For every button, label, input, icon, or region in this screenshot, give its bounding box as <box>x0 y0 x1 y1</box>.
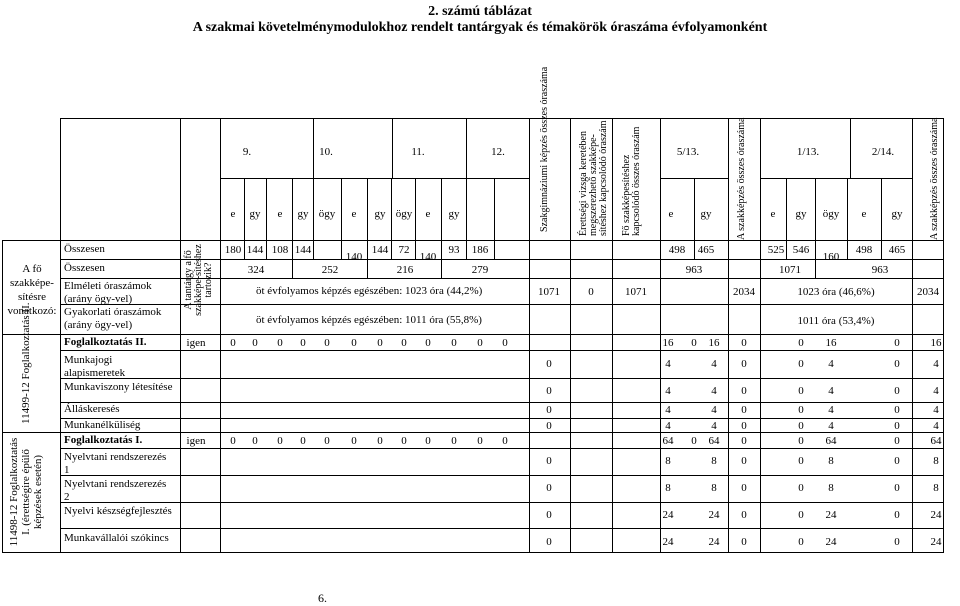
theory-five-year-text: öt évfolyamos képzés egészében: 1023 óra (44,2%) <box>256 285 483 297</box>
cell-value: 0 <box>894 337 900 349</box>
cell-value: 0 <box>351 435 357 447</box>
subcol-header: e <box>230 208 236 220</box>
summary-total-cell: 160 <box>822 251 840 263</box>
row-label: Nyelvi készségfejlesztés <box>64 505 172 517</box>
subcol-header: e <box>861 208 867 220</box>
cell-value: 0 <box>894 435 900 447</box>
subcol-header: gy <box>249 208 261 220</box>
subcol-header: gy <box>700 208 712 220</box>
cell-value: 8 <box>711 455 717 467</box>
cell-value: 0 <box>741 455 747 467</box>
cell-value: 0 <box>894 482 900 494</box>
cell-value: 4 <box>828 404 834 416</box>
cell-value: 0 <box>351 337 357 349</box>
cell-value: 4 <box>711 420 717 432</box>
practice-five-year-text: öt évfolyamos képzés egészében: 1011 óra (55,8%) <box>256 314 482 326</box>
cell-value: 0 <box>546 385 552 397</box>
summary-total-cell: 525 <box>767 244 785 256</box>
cell-value: 0 <box>741 420 747 432</box>
table-caption-title: A szakmai követelménymodulokhoz rendelt tantárgyak és témakörök óraszáma évfolyamonként <box>192 20 768 35</box>
page-number: 6. <box>318 591 327 605</box>
subcol-header: e <box>277 208 283 220</box>
cell-value: 0 <box>798 536 804 548</box>
cell-value: 0 <box>691 337 697 349</box>
cell-value: 4 <box>665 385 671 397</box>
year-9: 9. <box>242 146 252 158</box>
summary-total-cell: 963 <box>871 264 889 276</box>
summary-total-cell: 324 <box>247 264 265 276</box>
cell-value: 24 <box>930 536 942 548</box>
cell-value: 0 <box>691 435 697 447</box>
cell-value: 0 <box>894 404 900 416</box>
header-szakgimnaziumi: Szakgimnáziumi képzés összes óraszáma <box>539 66 550 232</box>
subcol-header: gy <box>374 208 386 220</box>
row-label: Nyelvtani rendszerezés 2 <box>64 478 167 503</box>
subcol-header: e <box>770 208 776 220</box>
summary-total-cell: 144 <box>294 244 312 256</box>
summary-total-cell: 1071 <box>779 264 801 276</box>
cell-value: 4 <box>711 404 717 416</box>
cell-value: 16 <box>662 337 674 349</box>
subcol-header: ögy <box>318 208 336 220</box>
main-qual-flag: igen <box>186 435 206 447</box>
header-fo-szakkepesites: Fő szakképesítéshez kapcsolódó összes óraszám <box>621 126 642 236</box>
summary-total-cell: 140 <box>419 251 437 263</box>
summary-total-cell: 186 <box>471 244 489 256</box>
cell-value: 24 <box>930 509 942 521</box>
row-label: Foglalkoztatás II. <box>64 336 147 348</box>
row-label: Foglalkoztatás I. <box>64 434 143 446</box>
subcol-header: ögy <box>395 208 413 220</box>
cell-value: 64 <box>662 435 674 447</box>
year-12: 12. <box>491 146 505 158</box>
cell-value: 4 <box>665 420 671 432</box>
cell-value: 0 <box>546 509 552 521</box>
cell-value: 4 <box>665 358 671 370</box>
subcol-header: gy <box>891 208 903 220</box>
summary-practice-label: Gyakorlati óraszámok (arány ögy-vel) <box>64 306 162 331</box>
cell-value: 24 <box>708 536 720 548</box>
cell-value: 0 <box>741 385 747 397</box>
summary-total-cell: 963 <box>685 264 703 276</box>
summary-total-cell: 465 <box>697 244 715 256</box>
cell-value: 8 <box>711 482 717 494</box>
cell-value: 0 <box>546 420 552 432</box>
summary-total-label-1: Összesen <box>64 243 105 255</box>
summary-total-cell: 498 <box>855 244 873 256</box>
cell-value: 0 <box>324 435 330 447</box>
summary-total-cell: 108 <box>271 244 289 256</box>
theory-value: 0 <box>588 286 594 298</box>
year-1-13: 1/13. <box>796 146 820 158</box>
cell-value: 0 <box>451 435 457 447</box>
cell-value: 4 <box>828 385 834 397</box>
summary-total-cell: 498 <box>668 244 686 256</box>
cell-value: 8 <box>665 482 671 494</box>
side-module-11499: 11499-12 Foglalkoztatás II. <box>20 302 32 424</box>
cell-value: 0 <box>546 404 552 416</box>
table-caption-number: 2. számú táblázat <box>428 4 532 19</box>
cell-value: 4 <box>665 404 671 416</box>
cell-value: 4 <box>933 404 939 416</box>
cell-value: 0 <box>798 455 804 467</box>
theory-value: 1023 óra (46,6%) <box>797 286 875 298</box>
year-2-14: 2/14. <box>871 146 895 158</box>
cell-value: 0 <box>894 509 900 521</box>
subcol-header: gy <box>795 208 807 220</box>
cell-value: 0 <box>798 482 804 494</box>
cell-value: 0 <box>401 337 407 349</box>
cell-value: 8 <box>828 482 834 494</box>
year-10: 10. <box>319 146 333 158</box>
cell-value: 64 <box>825 435 837 447</box>
cell-value: 24 <box>662 509 674 521</box>
cell-value: 0 <box>502 337 508 349</box>
cell-value: 0 <box>741 482 747 494</box>
cell-value: 0 <box>894 455 900 467</box>
cell-value: 16 <box>930 337 942 349</box>
cell-value: 4 <box>711 385 717 397</box>
cell-value: 4 <box>933 385 939 397</box>
cell-value: 8 <box>933 482 939 494</box>
cell-value: 8 <box>665 455 671 467</box>
cell-value: 4 <box>933 358 939 370</box>
cell-value: 0 <box>546 358 552 370</box>
cell-value: 0 <box>300 435 306 447</box>
cell-value: 0 <box>894 420 900 432</box>
cell-value: 0 <box>741 435 747 447</box>
summary-total-cell: 216 <box>396 264 414 276</box>
row-label: Munkavállalói szókincs <box>64 532 169 544</box>
side-fo-szakkepesites: A fő szakképe-sítésre vonatkozó: <box>7 263 57 317</box>
row-label: Nyelvtani rendszerezés 1 <box>64 451 167 476</box>
theory-value: 2034 <box>733 286 755 298</box>
cell-value: 0 <box>798 404 804 416</box>
cell-value: 0 <box>451 337 457 349</box>
cell-value: 0 <box>741 337 747 349</box>
cell-value: 0 <box>252 435 258 447</box>
cell-value: 0 <box>741 509 747 521</box>
cell-value: 0 <box>798 385 804 397</box>
header-tantargy-fo: A tantárgy a fő szakképe-sítéshez tartozik? <box>183 244 214 316</box>
cell-value: 0 <box>401 435 407 447</box>
subcol-header: e <box>668 208 674 220</box>
cell-value: 24 <box>662 536 674 548</box>
main-qual-flag: igen <box>186 337 206 349</box>
cell-value: 16 <box>825 337 837 349</box>
row-label: Munkajogi alapismeretek <box>64 354 126 379</box>
summary-total-cell: 144 <box>246 244 264 256</box>
subcol-header: e <box>425 208 431 220</box>
summary-total-cell: 140 <box>345 251 363 263</box>
year-11: 11. <box>411 146 425 158</box>
cell-value: 0 <box>894 358 900 370</box>
side-module-11498: 11498-12 Foglalkoztatás I. (érettségire épülő képzések esetén) <box>8 437 44 547</box>
summary-total-cell: 252 <box>321 264 339 276</box>
cell-value: 0 <box>377 435 383 447</box>
theory-value: 2034 <box>917 286 939 298</box>
summary-total-cell: 180 <box>224 244 242 256</box>
summary-total-cell: 279 <box>471 264 489 276</box>
cell-value: 24 <box>825 509 837 521</box>
row-label: Munkaviszony létesítése <box>64 381 173 393</box>
cell-value: 64 <box>930 435 942 447</box>
cell-value: 0 <box>477 435 483 447</box>
cell-value: 0 <box>741 358 747 370</box>
subcol-header: ögy <box>822 208 840 220</box>
cell-value: 4 <box>711 358 717 370</box>
cell-value: 0 <box>277 337 283 349</box>
cell-value: 0 <box>546 536 552 548</box>
cell-value: 64 <box>708 435 720 447</box>
cell-value: 16 <box>708 337 720 349</box>
cell-value: 0 <box>230 435 236 447</box>
year-5-13: 5/13. <box>676 146 700 158</box>
practice-value: 1011 óra (53,4%) <box>797 315 875 327</box>
theory-value: 1071 <box>538 286 560 298</box>
cell-value: 0 <box>894 536 900 548</box>
cell-value: 0 <box>798 435 804 447</box>
cell-value: 0 <box>798 337 804 349</box>
cell-value: 24 <box>708 509 720 521</box>
theory-value: 1071 <box>625 286 647 298</box>
cell-value: 0 <box>425 337 431 349</box>
cell-value: 0 <box>798 420 804 432</box>
summary-total-cell: 465 <box>888 244 906 256</box>
cell-value: 8 <box>828 455 834 467</box>
summary-total-cell: 144 <box>371 244 389 256</box>
summary-total-cell: 546 <box>792 244 810 256</box>
cell-value: 24 <box>825 536 837 548</box>
cell-value: 0 <box>252 337 258 349</box>
cell-value: 0 <box>477 337 483 349</box>
cell-value: 0 <box>894 385 900 397</box>
header-szakkepzes-2: A szakképzés összes óraszáma <box>929 117 940 240</box>
cell-value: 8 <box>933 455 939 467</box>
cell-value: 0 <box>546 455 552 467</box>
cell-value: 0 <box>502 435 508 447</box>
summary-total-label-2: Összesen <box>64 262 105 274</box>
subcol-header: gy <box>297 208 309 220</box>
cell-value: 0 <box>798 509 804 521</box>
cell-value: 0 <box>300 337 306 349</box>
header-erettsegi: Érettségi vizsga keretében megszerezhető szakképe-sítéshez kapcsolódó óraszám <box>578 120 609 236</box>
cell-value: 0 <box>230 337 236 349</box>
cell-value: 0 <box>324 337 330 349</box>
row-label: Álláskeresés <box>64 403 120 415</box>
cell-value: 0 <box>425 435 431 447</box>
summary-total-cell: 93 <box>448 244 460 256</box>
subcol-header: gy <box>448 208 460 220</box>
cell-value: 4 <box>933 420 939 432</box>
subcol-header: e <box>351 208 357 220</box>
header-szakkepzes-1: A szakképzés összes óraszáma <box>736 117 747 240</box>
cell-value: 0 <box>546 482 552 494</box>
cell-value: 0 <box>277 435 283 447</box>
cell-value: 0 <box>741 536 747 548</box>
row-label: Munkanélküliség <box>64 419 141 431</box>
cell-value: 0 <box>741 404 747 416</box>
cell-value: 0 <box>798 358 804 370</box>
summary-total-cell: 72 <box>398 244 410 256</box>
cell-value: 4 <box>828 420 834 432</box>
summary-theory-label: Elméleti óraszámok (arány ögy-vel) <box>64 280 152 305</box>
cell-value: 4 <box>828 358 834 370</box>
cell-value: 0 <box>377 337 383 349</box>
